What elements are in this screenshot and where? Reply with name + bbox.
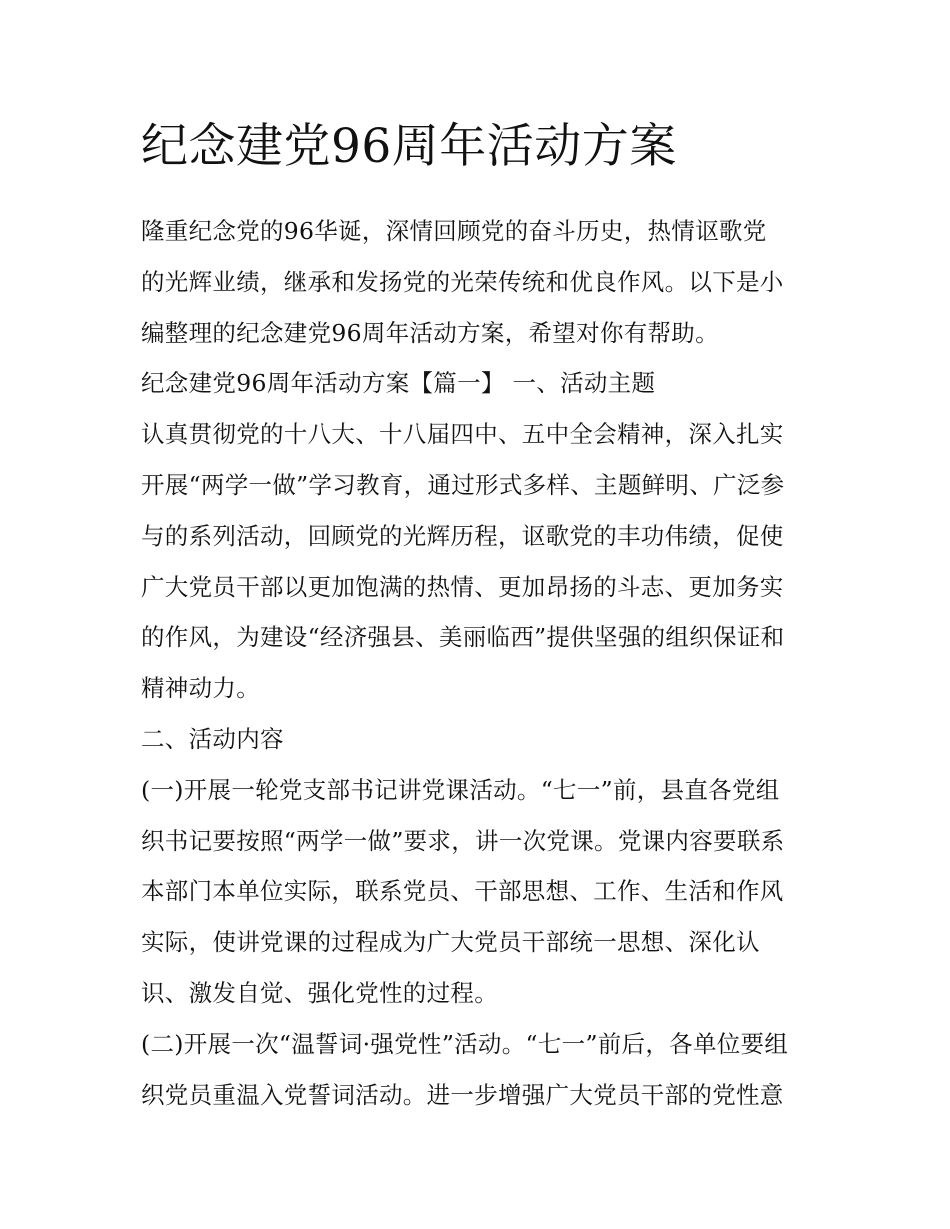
section-heading-line: 纪念建党96周年活动方案【篇一】 一、活动主题 [141, 369, 656, 398]
text-line: 识、激发自觉、强化党性的过程。 [141, 978, 498, 1007]
text-line: 广大党员干部以更加饱满的热情、更加昂扬的斗志、更加务实 [141, 572, 784, 601]
document-body [141, 112, 821, 1120]
text-line: (二)开展一次“温誓词·强党性”活动。“七一”前后，各单位要组 [141, 1029, 789, 1058]
text-line: (一)开展一轮党支部书记讲党课活动。“七一”前，县直各党组 [141, 775, 780, 804]
text-line: 的作风，为建设“经济强县、美丽临西”提供坚强的组织保证和 [141, 623, 785, 652]
text-line: 实际，使讲党课的过程成为广大党员干部统一思想、深化认 [141, 928, 760, 957]
text-line: 编整理的纪念建党96周年活动方案，希望对你有帮助。 [141, 318, 719, 347]
text-line: 本部门本单位实际，联系党员、干部思想、工作、生活和作风 [141, 877, 784, 906]
text-line: 精神动力。 [141, 674, 260, 703]
text-line: 的光辉业绩，继承和发扬党的光荣传统和优良作风。以下是小 [141, 267, 784, 296]
text-line: 与的系列活动，回顾党的光辉历程，讴歌党的丰功伟绩，促使 [141, 521, 784, 550]
text-line: 织党员重温入党誓词活动。进一步增强广大党员干部的党性意 [141, 1080, 784, 1109]
text-line: 认真贯彻党的十八大、十八届四中、五中全会精神，深入扎实 [141, 420, 784, 449]
document-title: 纪念建党96周年活动方案 [141, 119, 677, 174]
section-heading-line: 二、活动内容 [141, 724, 284, 753]
text-line: 隆重纪念党的96华诞，深情回顾党的奋斗历史，热情讴歌党 [141, 217, 767, 245]
text-line: 织书记要按照“两学一做”要求，讲一次党课。党课内容要联系 [141, 826, 785, 855]
text-line: 开展“两学一做”学习教育，通过形式多样、主题鲜明、广泛参 [141, 470, 785, 499]
